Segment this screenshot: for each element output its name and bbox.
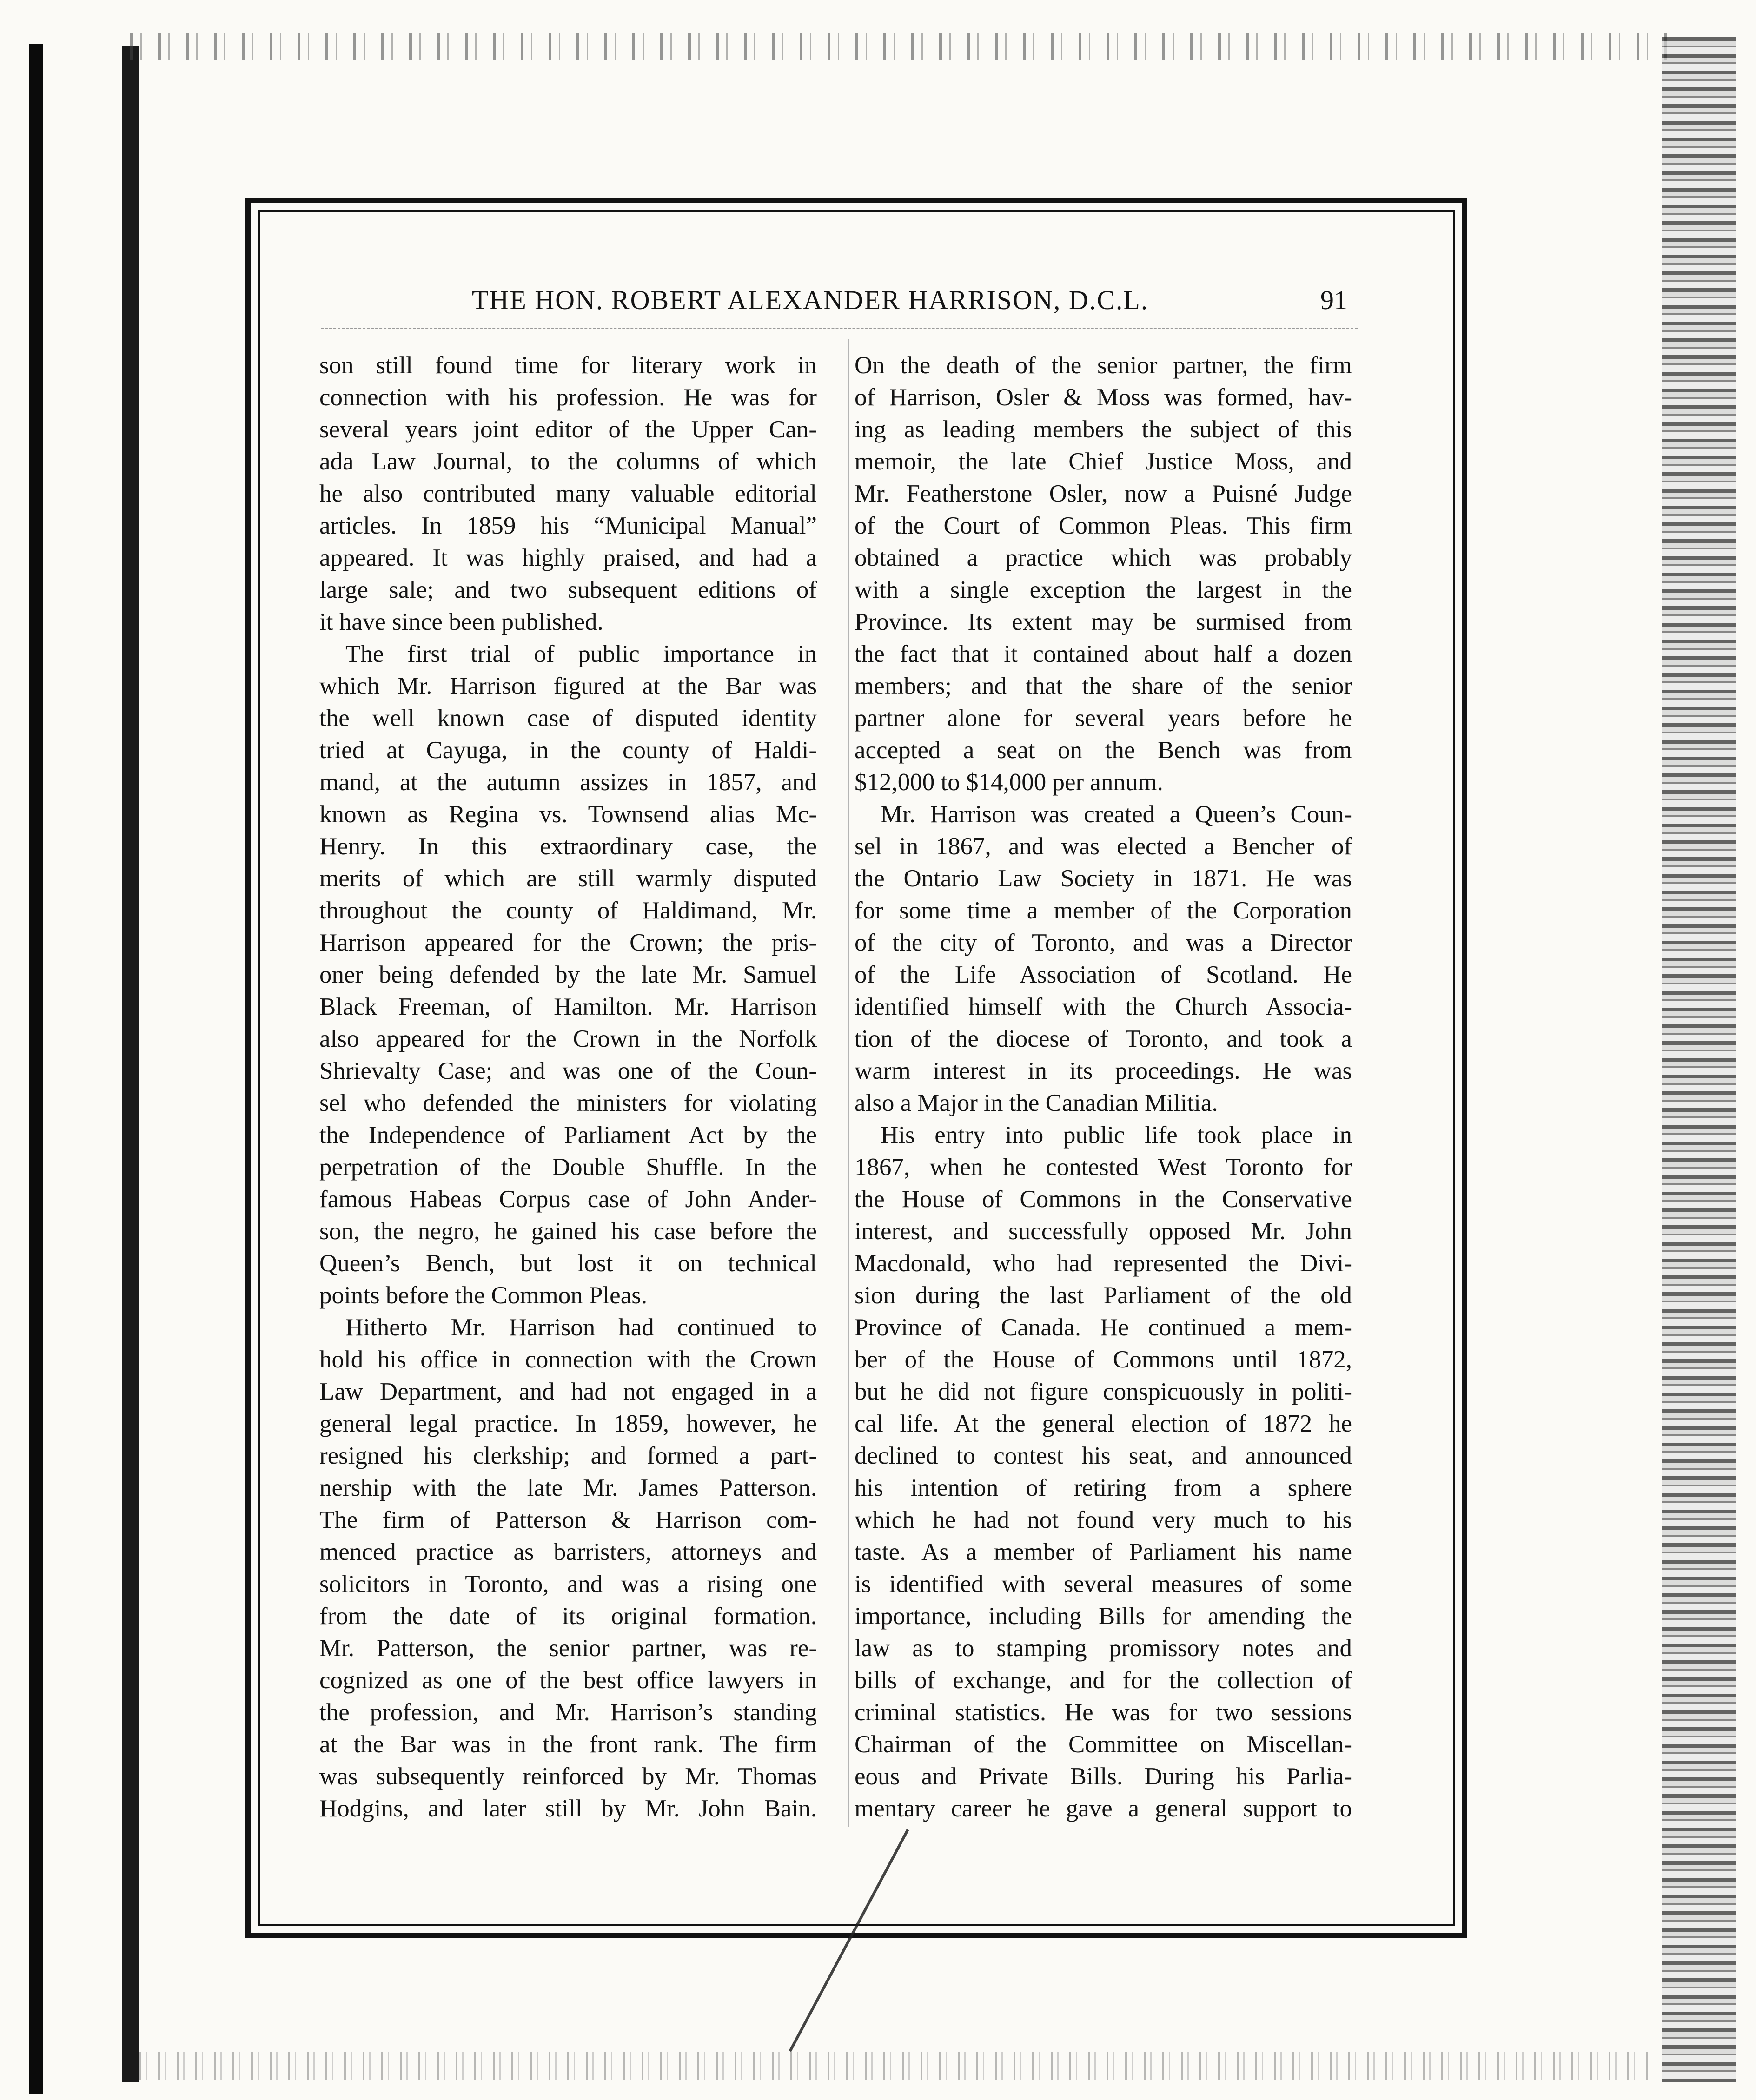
scan-noise-bottom bbox=[139, 2052, 1650, 2080]
text-line: hold his office in connection with the Crown bbox=[319, 1346, 817, 1373]
running-title: THE HON. ROBERT ALEXANDER HARRISON, D.C.L. bbox=[472, 285, 1149, 315]
scan-noise-top bbox=[130, 33, 1674, 60]
book-spine-shadow bbox=[29, 44, 43, 2094]
text-line: On the death of the senior partner, the firm bbox=[855, 352, 1352, 379]
text-line: Law Department, and had not engaged in a bbox=[319, 1378, 817, 1405]
text-line: accepted a seat on the Bench was from bbox=[855, 737, 1352, 764]
text-line: son, the negro, he gained his case before the bbox=[319, 1218, 817, 1245]
text-line: of the city of Toronto, and was a Director bbox=[855, 929, 1352, 956]
text-line: large sale; and two subsequent editions of bbox=[319, 576, 817, 603]
text-line: connection with his profession. He was for bbox=[319, 384, 817, 411]
left-column bbox=[319, 350, 817, 1825]
text-line: Henry. In this extraordinary case, the bbox=[319, 833, 817, 860]
text-line: is identified with several measures of some bbox=[855, 1571, 1352, 1598]
text-line: the Ontario Law Society in 1871. He was bbox=[855, 865, 1352, 892]
text-line: of the Life Association of Scotland. He bbox=[855, 961, 1352, 988]
text-line: importance, including Bills for amending the bbox=[855, 1603, 1352, 1630]
right-column bbox=[855, 350, 1352, 1825]
text-line: Province of Canada. He continued a mem- bbox=[855, 1314, 1352, 1341]
text-line: famous Habeas Corpus case of John Ander- bbox=[319, 1186, 817, 1213]
text-line: The first trial of public importance in bbox=[345, 641, 817, 667]
text-line: obtained a practice which was probably bbox=[855, 544, 1352, 571]
text-line: identified himself with the Church Associa- bbox=[855, 993, 1352, 1020]
text-line: sion during the last Parliament of the old bbox=[855, 1282, 1352, 1309]
text-line: Hodgins, and later still by Mr. John Bain. bbox=[319, 1795, 817, 1822]
text-line: declined to contest his seat, and announced bbox=[855, 1442, 1352, 1469]
text-line: it have since been published. bbox=[319, 608, 603, 635]
text-line: interest, and successfully opposed Mr. John bbox=[855, 1218, 1352, 1245]
text-line: Mr. Harrison was created a Queen’s Coun- bbox=[881, 801, 1352, 828]
text-line: the fact that it contained about half a dozen bbox=[855, 641, 1352, 667]
text-line: ber of the House of Commons until 1872, bbox=[855, 1346, 1352, 1373]
text-line: tion of the diocese of Toronto, and took a bbox=[855, 1025, 1352, 1052]
text-line: Harrison appeared for the Crown; the pris- bbox=[319, 929, 817, 956]
text-line: memoir, the late Chief Justice Moss, and bbox=[855, 448, 1352, 475]
text-line: also appeared for the Crown in the Norfolk bbox=[319, 1025, 817, 1052]
text-line: also a Major in the Canadian Militia. bbox=[855, 1090, 1218, 1116]
text-line: Province. Its extent may be surmised from bbox=[855, 608, 1352, 635]
text-line: Black Freeman, of Hamilton. Mr. Harrison bbox=[319, 993, 817, 1020]
text-line: menced practice as barristers, attorneys and bbox=[319, 1539, 817, 1565]
text-line: which he had not found very much to his bbox=[855, 1506, 1352, 1533]
text-line: 1867, when he contested West Toronto for bbox=[855, 1154, 1352, 1181]
text-line: was subsequently reinforced by Mr. Thomas bbox=[319, 1763, 817, 1790]
text-line: tried at Cayuga, in the county of Haldi- bbox=[319, 737, 817, 764]
text-line: law as to stamping promissory notes and bbox=[855, 1635, 1352, 1662]
text-line: Chairman of the Committee on Miscellan- bbox=[855, 1731, 1352, 1758]
text-line: perpetration of the Double Shuffle. In the bbox=[319, 1154, 817, 1181]
text-line: mentary career he gave a general support to bbox=[855, 1795, 1352, 1822]
text-line: Hitherto Mr. Harrison had continued to bbox=[345, 1314, 817, 1341]
text-line: partner alone for several years before he bbox=[855, 705, 1352, 732]
text-line: from the date of its original formation. bbox=[319, 1603, 817, 1630]
text-line: general legal practice. In 1859, however, he bbox=[319, 1410, 817, 1437]
text-line: but he did not figure conspicuously in politi- bbox=[855, 1378, 1352, 1405]
header-rule bbox=[321, 328, 1358, 329]
page-number: 91 bbox=[1320, 285, 1347, 315]
text-line: ada Law Journal, to the columns of which bbox=[319, 448, 817, 475]
text-line: appeared. It was highly praised, and had a bbox=[319, 544, 817, 571]
text-line: for some time a member of the Corporation bbox=[855, 897, 1352, 924]
text-line: the well known case of disputed identity bbox=[319, 705, 817, 732]
text-line: articles. In 1859 his “Municipal Manual” bbox=[319, 512, 817, 539]
text-line: members; and that the share of the senior bbox=[855, 673, 1352, 700]
text-line: criminal statistics. He was for two sessions bbox=[855, 1699, 1352, 1726]
text-line: Shrievalty Case; and was one of the Coun- bbox=[319, 1057, 817, 1084]
text-line: Queen’s Bench, but lost it on technical bbox=[319, 1250, 817, 1277]
text-line: at the Bar was in the front rank. The firm bbox=[319, 1731, 817, 1758]
text-line: his intention of retiring from a sphere bbox=[855, 1474, 1352, 1501]
text-line: Mr. Featherstone Osler, now a Puisné Judge bbox=[855, 480, 1352, 507]
text-line: the profession, and Mr. Harrison’s standing bbox=[319, 1699, 817, 1726]
text-line: taste. As a member of Parliament his name bbox=[855, 1539, 1352, 1565]
text-line: which Mr. Harrison figured at the Bar was bbox=[319, 673, 817, 700]
text-line: Mr. Patterson, the senior partner, was re- bbox=[319, 1635, 817, 1662]
text-line: ing as leading members the subject of this bbox=[855, 416, 1352, 443]
text-line: $12,000 to $14,000 per annum. bbox=[855, 769, 1163, 796]
column-divider bbox=[848, 339, 849, 1827]
text-line: warm interest in its proceedings. He was bbox=[855, 1057, 1352, 1084]
text-line: of the Court of Common Pleas. This firm bbox=[855, 512, 1352, 539]
page-edge-stack bbox=[1662, 37, 1736, 2082]
text-line: throughout the county of Haldimand, Mr. bbox=[319, 897, 817, 924]
text-line: sel who defended the ministers for violating bbox=[319, 1090, 817, 1116]
text-line: bills of exchange, and for the collection of bbox=[855, 1667, 1352, 1694]
text-line: known as Regina vs. Townsend alias Mc- bbox=[319, 801, 817, 828]
text-line: the House of Commons in the Conservative bbox=[855, 1186, 1352, 1213]
text-line: eous and Private Bills. During his Parlia- bbox=[855, 1763, 1352, 1790]
text-line: with a single exception the largest in the bbox=[855, 576, 1352, 603]
text-line: cal life. At the general election of 1872 he bbox=[855, 1410, 1352, 1437]
text-line: resigned his clerkship; and formed a part- bbox=[319, 1442, 817, 1469]
text-line: points before the Common Pleas. bbox=[319, 1282, 648, 1309]
text-line: The firm of Patterson & Harrison com- bbox=[319, 1506, 817, 1533]
text-line: of Harrison, Osler & Moss was formed, hav- bbox=[855, 384, 1352, 411]
text-line: mand, at the autumn assizes in 1857, and bbox=[319, 769, 817, 796]
text-line: merits of which are still warmly disputed bbox=[319, 865, 817, 892]
text-line: several years joint editor of the Upper Can- bbox=[319, 416, 817, 443]
text-line: oner being defended by the late Mr. Samuel bbox=[319, 961, 817, 988]
gutter-shadow bbox=[122, 46, 139, 2082]
text-line: solicitors in Toronto, and was a rising one bbox=[319, 1571, 817, 1598]
text-line: His entry into public life took place in bbox=[881, 1122, 1352, 1149]
text-line: Macdonald, who had represented the Divi- bbox=[855, 1250, 1352, 1277]
text-line: sel in 1867, and was elected a Bencher of bbox=[855, 833, 1352, 860]
text-line: son still found time for literary work in bbox=[319, 352, 817, 379]
text-line: cognized as one of the best office lawyers in bbox=[319, 1667, 817, 1694]
text-line: he also contributed many valuable editorial bbox=[319, 480, 817, 507]
text-line: nership with the late Mr. James Patterson. bbox=[319, 1474, 817, 1501]
text-line: the Independence of Parliament Act by the bbox=[319, 1122, 817, 1149]
